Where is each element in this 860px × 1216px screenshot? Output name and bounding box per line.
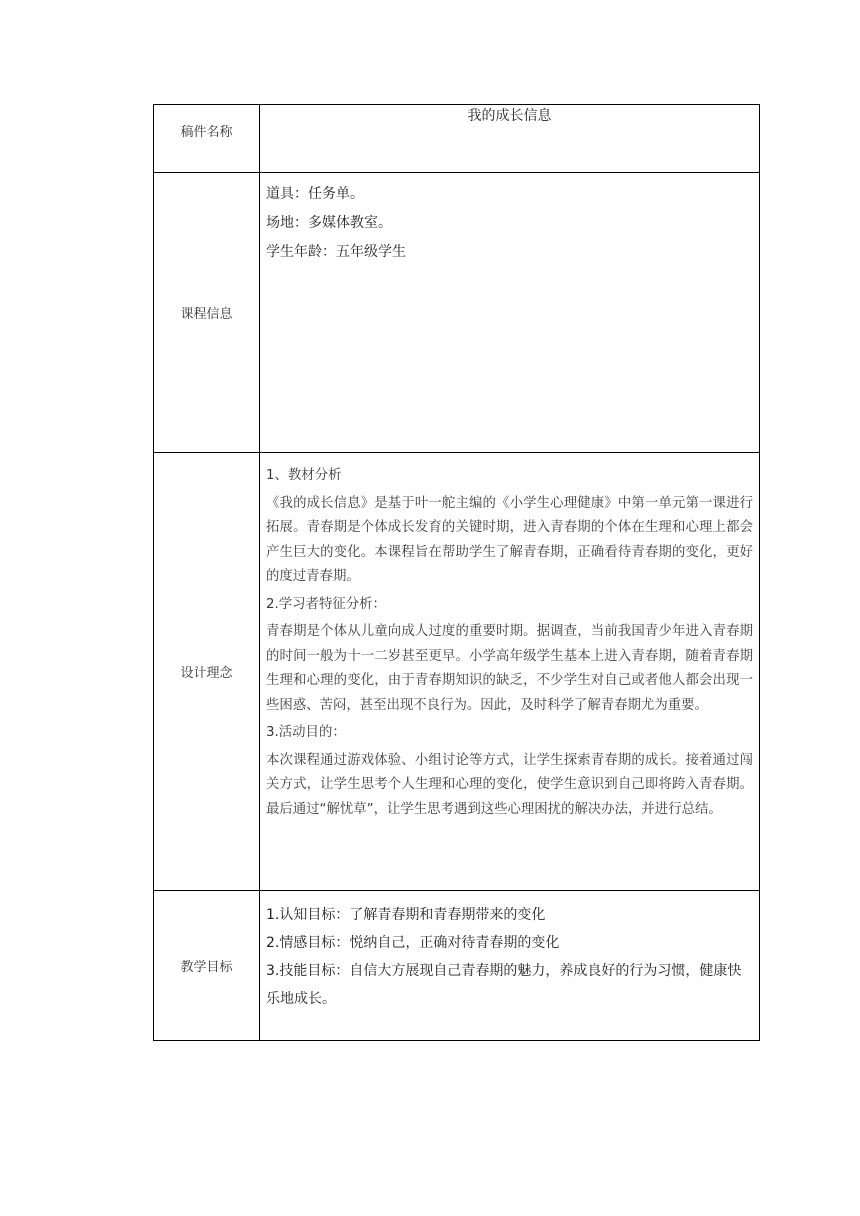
course-info-line-venue: 场地：多媒体教室。 (266, 215, 392, 231)
course-info-line-age: 学生年龄：五年级学生 (266, 244, 406, 260)
title-row (154, 105, 760, 173)
course-info-label: 课程信息 (154, 173, 260, 453)
course-info-row (154, 173, 760, 453)
course-info-cell (260, 173, 760, 453)
title-label: 稿件名称 (154, 105, 260, 173)
section-text-material: 《我的成长信息》是基于叶一舵主编的《小学生心理健康》中第一单元第一课进行拓展。青春期是个体成长发育的关键时期，进入青春期的个体在生理和心理上都会产生巨大的变化。本课程旨在帮助学生了解青春期，正确看待青春期的变化，更好的度过青春期。 (266, 495, 753, 584)
design-concept-row (154, 453, 760, 891)
section-heading-purpose: 3.活动目的： (266, 725, 346, 740)
design-concept-label: 设计理念 (154, 453, 260, 891)
goal-skill: 3.技能目标：自信大方展现自己青春期的魅力，养成良好的行为习惯，健康快乐地成长。 (266, 963, 742, 1007)
goal-cognitive: 1.认知目标：了解青春期和青春期带来的变化 (266, 907, 546, 923)
teaching-goals-label: 教学目标 (154, 891, 260, 1041)
teaching-goals-row (154, 891, 760, 1041)
course-info-line-props: 道具：任务单。 (266, 186, 364, 202)
section-heading-learner: 2.学习者特征分析： (266, 596, 386, 612)
section-text-purpose: 本次课程通过游戏体验、小组讨论等方式，让学生探索青春期的成长。接着通过闯关方式，让学生思考个人生理和心理的变化，使学生意识到自己即将跨入青春期。最后通过“解忧草”，让学生思考遇到这些心理困扰的解决办法，并进行总结。 (266, 752, 753, 817)
section-heading-material: 1、教材分析 (266, 468, 342, 483)
lesson-plan-table (153, 104, 760, 1041)
teaching-goals-cell (260, 891, 760, 1041)
document-title: 我的成长信息 (260, 105, 760, 173)
design-concept-cell (260, 453, 760, 891)
section-text-learner: 青春期是个体从儿童向成人过度的重要时期。据调查，当前我国青少年进入青春期的时间一般为十一二岁甚至更早。小学高年级学生基本上进入青春期，随着青春期生理和心理的变化，由于青春期知识的缺乏，不少学生对自己或者他人都会出现一些困惑、苦闷，甚至出现不良行为。因此，及时科学了解青春期尤为重要。 (266, 624, 753, 713)
goal-emotional: 2.情感目标：悦纳自己，正确对待青春期的变化 (266, 935, 560, 951)
